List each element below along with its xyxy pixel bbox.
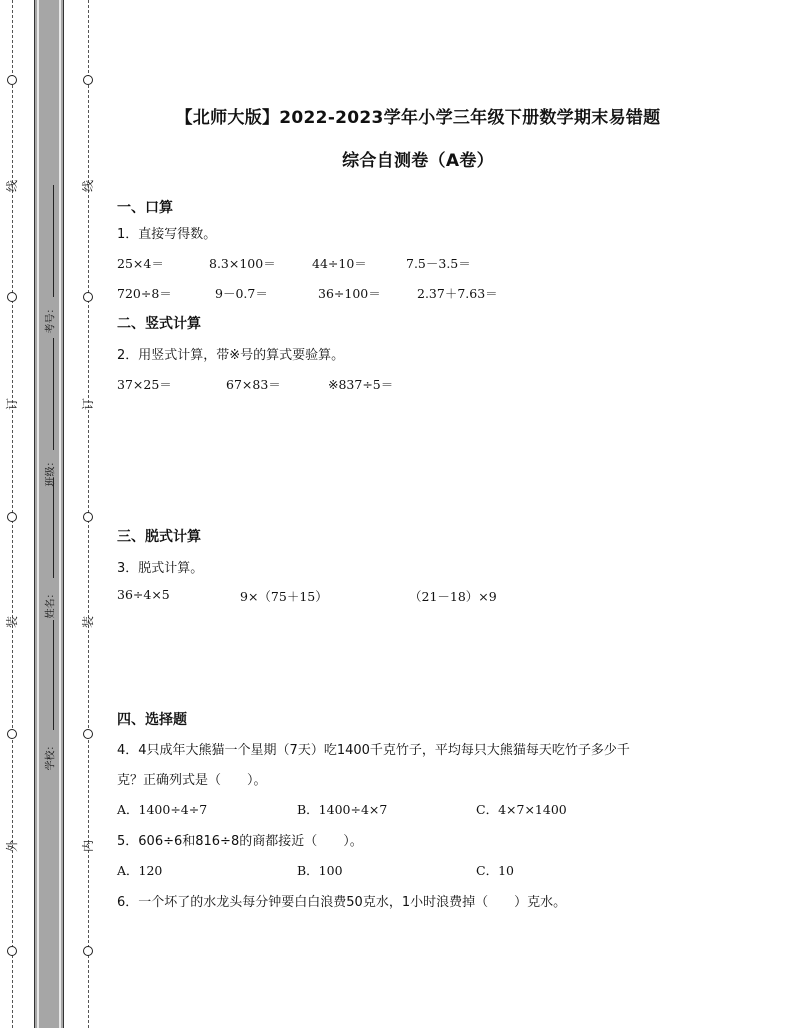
outer-char-zhuang: 装 [5,615,20,629]
calc-item: 7.5－3.5＝ [406,256,471,271]
calc-item: 25×4＝ [117,256,164,271]
binding-hole [7,512,17,522]
calc-item: （21－18）×9 [409,589,497,604]
calc-item: 9×（75＋15） [240,589,328,604]
calc-item: 67×83＝ [226,377,281,392]
calc-item: 9－0.7＝ [215,286,268,301]
inner-char-zhuang: 装 [81,615,96,629]
calc-item: 44÷10＝ [312,256,367,271]
question-3-stem: 3．脱式计算。 [117,561,204,576]
question-4-stem-line-1: 4．4只成年大熊猫一个星期（7天）吃1400千克竹子，平均每只大熊猫每天吃竹子多少千 [117,743,630,758]
question-1-stem: 1．直接写得数。 [117,227,217,242]
question-6-stem: 6．一个坏了的水龙头每分钟要白白浪费50克水，1小时浪费掉（ ）克水。 [117,895,567,910]
calc-item: 720÷8＝ [117,286,172,301]
class-label: 班级： [45,456,57,487]
calc-item: 36÷4×5 [117,587,170,602]
inner-char-nei: 内 [81,839,96,853]
section-heading-choice: 四、选择题 [117,712,187,728]
name-field[interactable] [36,478,62,628]
option-c[interactable]: C．4×7×1400 [476,802,567,817]
school-field[interactable] [36,620,62,770]
binding-hole [7,75,17,85]
page-subtitle: 综合自测卷（A卷） [342,151,494,171]
option-b[interactable]: B．1400÷4×7 [297,802,388,817]
question-4-stem-line-2: 克？正确列式是（ ）。 [117,773,267,788]
binding-hole [83,512,93,522]
exam-number-field[interactable] [36,185,62,335]
binding-hole [7,729,17,739]
binding-hole [83,75,93,85]
calc-item: ※837÷5＝ [328,377,394,392]
school-label: 学校： [45,740,57,771]
inner-char-xian: 线 [81,179,96,193]
option-a[interactable]: A．120 [117,863,163,878]
option-b[interactable]: B．100 [297,863,343,878]
calc-item: 36÷100＝ [318,286,381,301]
section-heading-stepwise: 三、脱式计算 [117,529,201,545]
section-heading-vertical: 二、竖式计算 [117,316,201,332]
binding-hole [7,292,17,302]
binding-hole [83,292,93,302]
binding-hole [7,946,17,956]
exam-number-label: 考号： [45,303,57,334]
calc-item: 8.3×100＝ [209,256,276,271]
binding-hole [83,946,93,956]
class-field[interactable] [36,338,62,488]
section-heading-oral: 一、口算 [117,200,173,216]
calc-item: 37×25＝ [117,377,172,392]
option-a[interactable]: A．1400÷4÷7 [117,802,208,817]
page-title: 【北师大版】2022-2023学年小学三年级下册数学期末易错题 [175,108,661,128]
question-2-stem: 2．用竖式计算，带※号的算式要验算。 [117,348,345,363]
outer-char-wai: 外 [5,839,20,853]
outer-char-xian: 线 [5,179,20,193]
calc-item: 2.37＋7.63＝ [417,286,498,301]
binding-hole [83,729,93,739]
question-5-stem: 5．606÷6和816÷8的商都接近（ ）。 [117,834,363,849]
outer-char-ding: 订 [5,397,20,411]
inner-char-ding: 订 [81,397,96,411]
option-c[interactable]: C．10 [476,863,514,878]
name-label: 姓名： [45,588,57,619]
